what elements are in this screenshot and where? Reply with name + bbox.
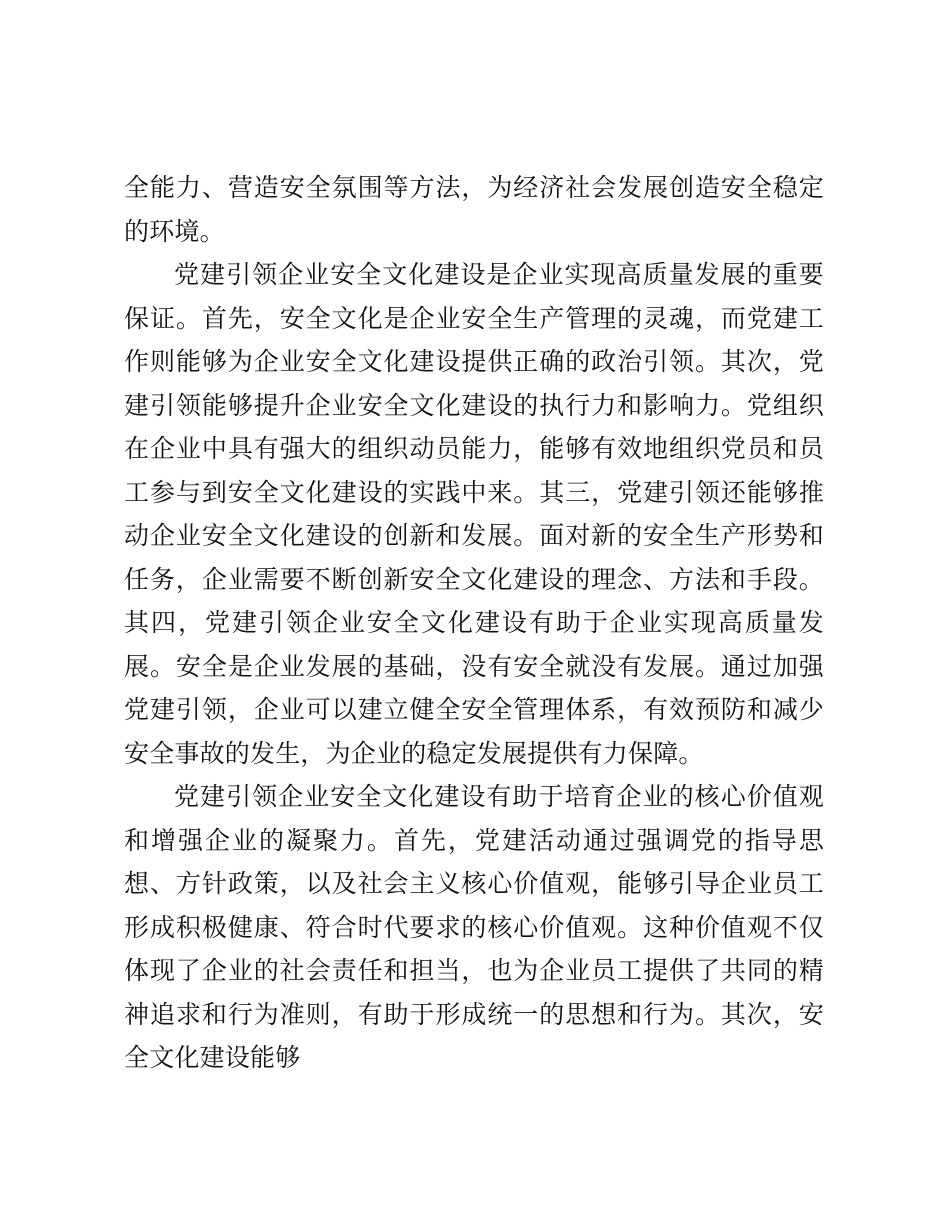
paragraph-core-values: 党建引领企业安全文化建设有助于培育企业的核心价值观和增强企业的凝聚力。首先，党建活动通过强调党的指导思想、方针政策，以及社会主义核心价值观，能够引导企业员工形成积极健康、符合时代要求的核心价值观。这种价值观不仅体现了企业的社会责任和担当，也为企业员工提供了共同的精神追求和行为准则，有助于形成统一的思想和行为。其次，安全文化建设能够 [124, 782, 824, 1072]
document-body [124, 166, 824, 1080]
paragraph-continuation: 全能力、营造安全氛围等方法，为经济社会发展创造安全稳定的环境。 [124, 173, 824, 246]
paragraph-quality-development: 党建引领企业安全文化建设是企业实现高质量发展的重要保证。首先，安全文化是企业安全生产管理的灵魂，而党建工作则能够为企业安全文化建设提供正确的政治引领。其次，党建引领能够提升企业安全文化建设的执行力和影响力。党组织在企业中具有强大的组织动员能力，能够有效地组织党员和员工参与到安全文化建设的实践中来。其三，党建引领还能够推动企业安全文化建设的创新和发展。面对新的安全生产形势和任务，企业需要不断创新安全文化建设的理念、方法和手段。其四，党建引领企业安全文化建设有助于企业实现高质量发展。安全是企业发展的基础，没有安全就没有发展。通过加强党建引领，企业可以建立健全安全管理体系，有效预防和减少安全事故的发生，为企业的稳定发展提供有力保障。 [124, 260, 824, 768]
